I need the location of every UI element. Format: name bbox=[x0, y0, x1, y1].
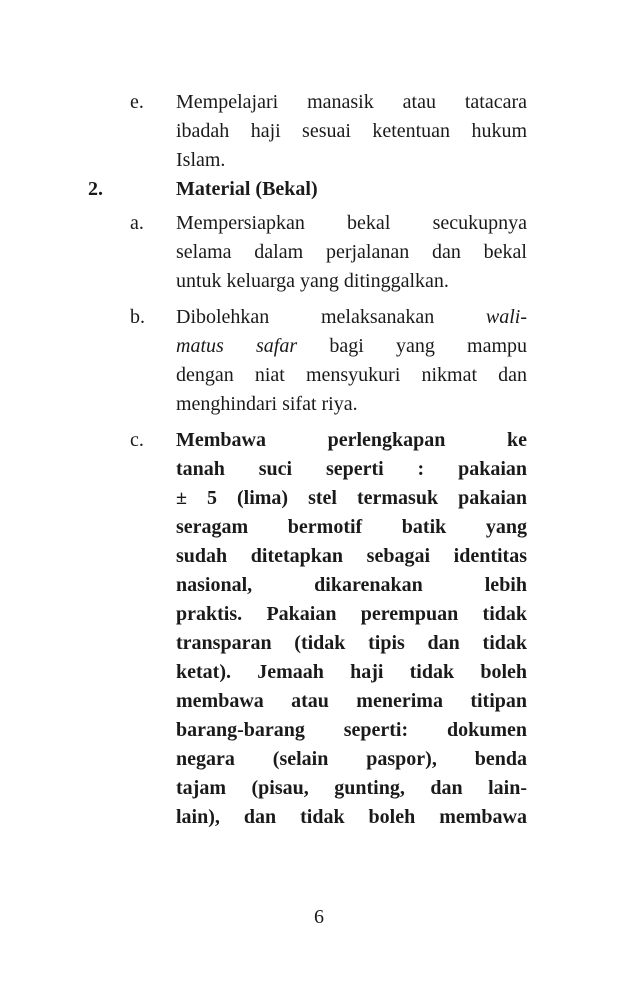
list-marker-a: a. bbox=[130, 212, 144, 234]
item-b-line-2-text: bagi yang mampu bbox=[329, 335, 528, 357]
item-c-line-6: nasional, dikarenakan lebih bbox=[176, 574, 527, 596]
item-b-term: matus safar bbox=[176, 335, 298, 357]
item-a-line-3: untuk keluarga yang ditinggalkan. bbox=[176, 270, 449, 292]
section-number: 2. bbox=[88, 178, 103, 200]
item-b-line-3: dengan niat mensyukuri nikmat dan bbox=[176, 364, 527, 386]
item-c-line-3: ± 5 (lima) stel termasuk pakaian bbox=[176, 487, 527, 509]
item-b-line-1 bbox=[176, 303, 527, 331]
list-marker-c: c. bbox=[130, 429, 144, 451]
item-a-line-1: Mempersiapkan bekal secukupnya bbox=[176, 212, 527, 234]
item-b-line-2 bbox=[176, 332, 527, 360]
item-c-line-11: barang-barang seperti: dokumen bbox=[176, 719, 527, 741]
item-e-line-1: Mempelajari manasik atau tatacara bbox=[176, 91, 527, 113]
item-c-line-13: tajam (pisau, gunting, dan lain- bbox=[176, 777, 527, 799]
item-a-line-2: selama dalam perjalanan dan bekal bbox=[176, 241, 527, 263]
item-c-line-12: negara (selain paspor), benda bbox=[176, 748, 527, 770]
item-c-line-4: seragam bermotif batik yang bbox=[176, 516, 527, 538]
page-number: 6 bbox=[314, 906, 324, 928]
list-marker-b: b. bbox=[130, 306, 145, 328]
item-c-line-14: lain), dan tidak boleh membawa bbox=[176, 806, 527, 828]
item-c-line-8: transparan (tidak tipis dan tidak bbox=[176, 632, 527, 654]
list-marker-e: e. bbox=[130, 91, 144, 113]
item-b-line-1-italic: wali- bbox=[485, 306, 527, 328]
item-e-line-2: ibadah haji sesuai ketentuan hukum bbox=[176, 120, 527, 142]
section-title: Material (Bekal) bbox=[176, 178, 318, 200]
item-c-line-7: praktis. Pakaian perempuan tidak bbox=[176, 603, 527, 625]
item-c-line-10: membawa atau menerima titipan bbox=[176, 690, 527, 712]
item-e-line-3: Islam. bbox=[176, 149, 226, 171]
item-c-line-5: sudah ditetapkan sebagai identitas bbox=[176, 545, 527, 567]
item-b-line-4: menghindari sifat riya. bbox=[176, 393, 358, 415]
item-c-line-9: ketat). Jemaah haji tidak boleh bbox=[176, 661, 527, 683]
item-c-line-2: tanah suci seperti : pakaian bbox=[176, 458, 527, 480]
item-c-line-1: Membawa perlengkapan ke bbox=[176, 429, 527, 451]
item-b-line-1-text: Dibolehkan melaksanakan bbox=[176, 306, 435, 328]
